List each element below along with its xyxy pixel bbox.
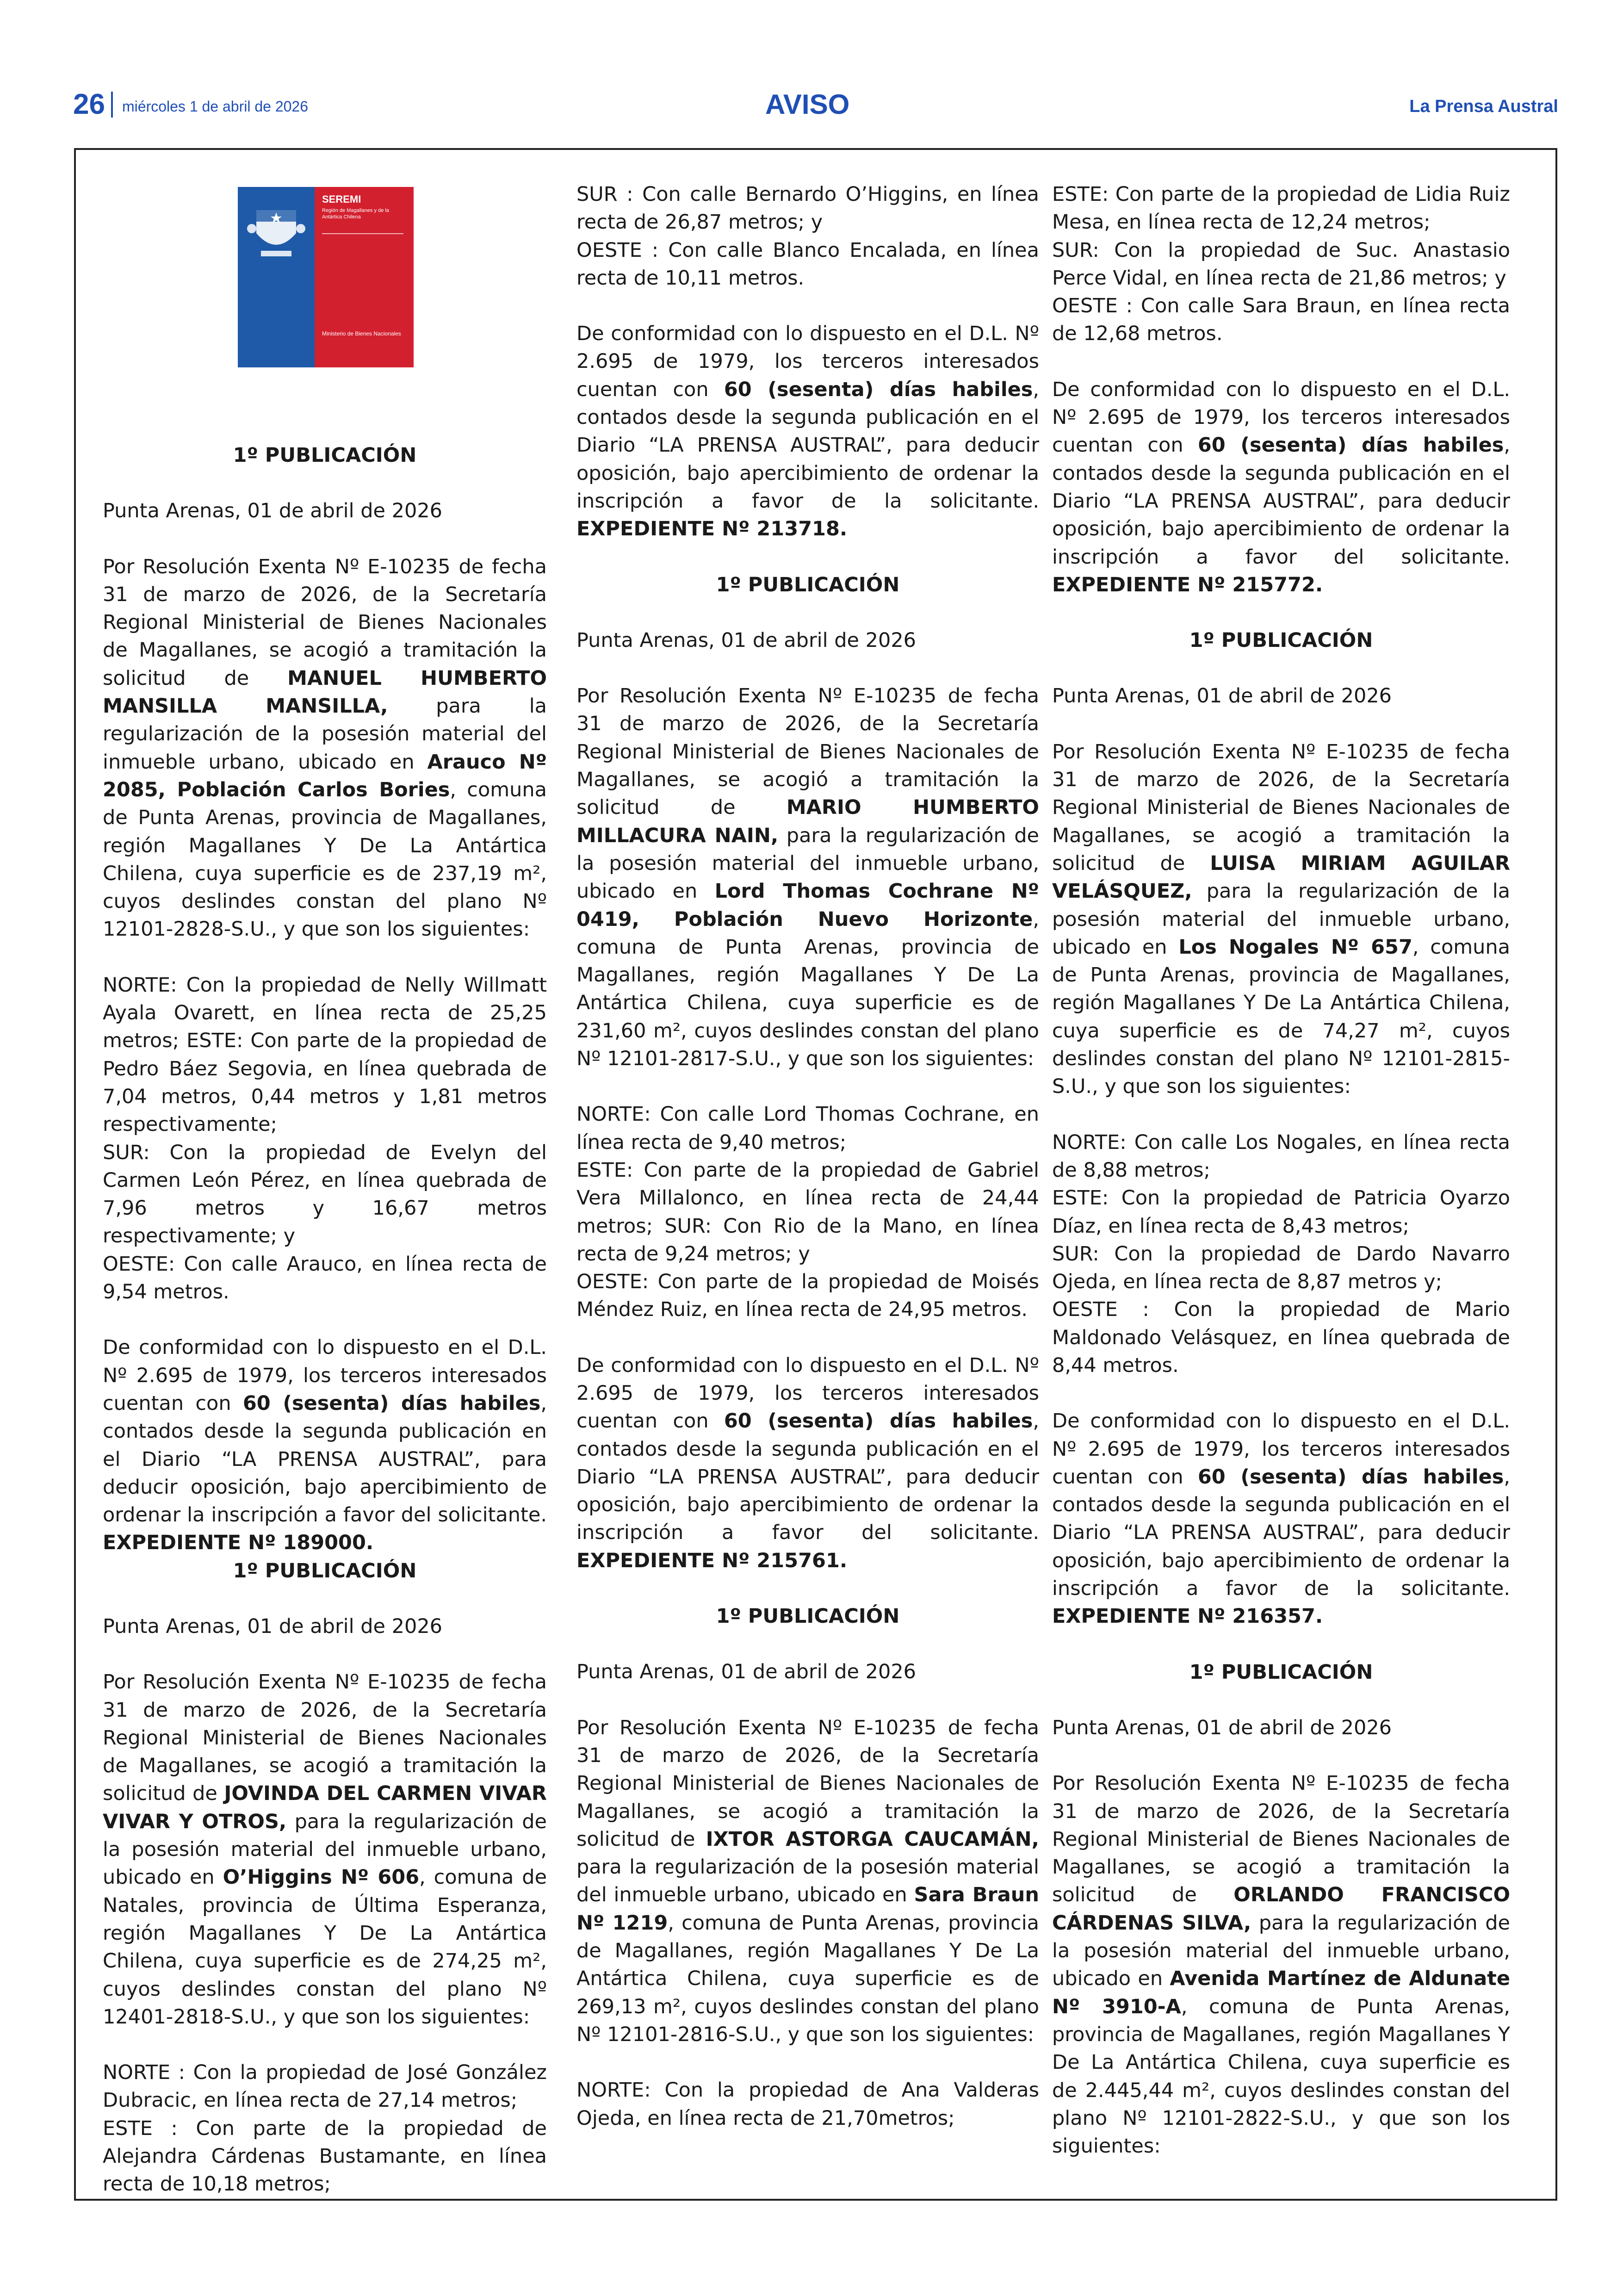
- expediente-number: EXPEDIENTE Nº 213718.: [576, 517, 848, 541]
- notice-closing: De conformidad con lo dispuesto en el D.L. Nº 2.695 de 1979, los terceros interesados cuentan con 60 (sesenta) días habiles, contados desde la segunda publicación en el Diario “LA PRENSA AUSTRAL”, para deducir oposición, bajo apercibimiento de ordenar la inscripción a favor de la solicitante. EXPEDIENTE Nº 216357.: [1052, 1409, 1511, 1628]
- logo-region-label: Región de Magallanes y de la Antártica Chilena: [322, 208, 389, 220]
- expediente-number: EXPEDIENTE Nº 189000.: [103, 1531, 374, 1555]
- notice-place-date: Punta Arenas, 01 de abril de 2026: [103, 1614, 443, 1638]
- boundary-line: SUR: Con la propiedad de Suc. Anastasio Perce Vidal, en línea recta de 21,86 metros; y: [1052, 238, 1510, 290]
- section-title: AVISO: [765, 89, 850, 120]
- property-address: Arauco Nº 2085, Población Carlos Bories: [103, 750, 547, 801]
- notice-body: Por Resolución Exenta Nº E-10235 de fecha 31 de marzo de 2026, de la Secretaría Regional Ministerial de Bienes Nacionales de Magallanes, se acogió a tramitación la solicitud de JOVINDA DEL CARMEN VIVAR VIVAR Y OTROS, para la regularización de la posesión material del inmueble urbano, ubicado en O’Higgins Nº 606, comuna de Natales, provincia de Última Esperanza, región Magallanes Y De La Antártica Chilena, cuya superficie es de 274,25 m², cuyos deslindes constan del plano Nº 12401-2818-S.U., y que son los siguientes:: [103, 1670, 547, 2029]
- column-1: [103, 441, 547, 2198]
- deadline-days: 60 (sesenta) días habiles: [724, 1409, 1033, 1433]
- page-number: 26: [73, 88, 105, 120]
- applicant-name: ORLANDO FRANCISCO CÁRDENAS SILVA,: [1052, 1883, 1511, 1935]
- notice-title: 1º PUBLICACIÓN: [233, 1559, 417, 1582]
- deadline-days: 60 (sesenta) días habiles: [724, 378, 1033, 401]
- boundary-line: ESTE : Con parte de la propiedad de Alejandra Cárdenas Bustamante, en línea recta de 10,18 metros;: [103, 2116, 547, 2196]
- boundary-line: ESTE: Con parte de la propiedad de Lidia Ruiz Mesa, en línea recta de 12,24 metros;: [1052, 183, 1510, 234]
- boundary-line: OESTE : Con calle Blanco Encalada, en línea recta de 10,11 metros.: [576, 238, 1039, 290]
- notice-title: 1º PUBLICACIÓN: [716, 573, 900, 596]
- applicant-name: JOVINDA DEL CARMEN VIVAR VIVAR Y OTROS,: [103, 1782, 547, 1833]
- notice-body: Por Resolución Exenta Nº E-10235 de fecha 31 de marzo de 2026, de la Secretaría Regional Ministerial de Bienes Nacionales de Magallanes, se acogió a tramitación la solicitud de LUISA MIRIAM AGUILAR VELÁSQUEZ, para la regularización de la posesión material del inmueble urbano, ubicado en Los Nogales Nº 657, comuna de Punta Arenas, provincia de Magallanes, región Magallanes Y De La Antártica Chilena, cuya superficie es de 74,27 m², cuyos deslindes constan del plano Nº 12101-2815-S.U., y que son los siguientes:: [1052, 740, 1511, 1098]
- notice-body: Por Resolución Exenta Nº E-10235 de fecha 31 de marzo de 2026, de la Secretaría Regional Ministerial de Bienes Nacionales de Magallanes, se acogió a tramitación la solicitud de MANUEL HUMBERTO MANSILLA MANSILLA, para la regularización de la posesión material del inmueble urbano, ubicado en Arauco Nº 2085, Población Carlos Bories, comuna de Punta Arenas, provincia de Magallanes, región Magallanes Y De La Antártica Chilena, cuya superficie es de 237,19 m², cuyos deslindes constan del plano Nº 12101-2828-S.U., y que son los siguientes:: [103, 555, 547, 941]
- logo-divider: [322, 233, 403, 234]
- deadline-days: 60 (sesenta) días habiles: [1197, 434, 1504, 457]
- notice-closing: De conformidad con lo dispuesto en el D.L. Nº 2.695 de 1979, los terceros interesados cuentan con 60 (sesenta) días habiles, contados desde la segunda publicación en el Diario “LA PRENSA AUSTRAL”, para deducir oposición, bajo apercibimiento de ordenar la inscripción a favor del solicitante. EXPEDIENTE Nº 215761.: [576, 1353, 1040, 1572]
- seremi-logo: [238, 187, 414, 367]
- column-2: [576, 180, 1039, 2132]
- boundary-line: OESTE: Con parte de la propiedad de Moisés Méndez Ruiz, en línea recta de 24,95 metros.: [576, 1270, 1039, 1322]
- notice-closing: De conformidad con lo dispuesto en el D.L. Nº 2.695 de 1979, los terceros interesados cuentan con 60 (sesenta) días habiles, contados desde la segunda publicación en el Diario “LA PRENSA AUSTRAL”, para deducir oposición, bajo apercibimiento de ordenar la inscripción a favor de la solicitante. EXPEDIENTE Nº 213718.: [576, 322, 1040, 541]
- notice-title: 1º PUBLICACIÓN: [716, 1605, 900, 1628]
- applicant-name: IXTOR ASTORGA CAUCAMÁN,: [706, 1827, 1039, 1851]
- boundary-line: NORTE: Con la propiedad de Ana Valderas Ojeda, en línea recta de 21,70metros;: [576, 2079, 1039, 2130]
- notice-title: 1º PUBLICACIÓN: [1189, 629, 1373, 652]
- expediente-number: EXPEDIENTE Nº 215761.: [576, 1549, 848, 1572]
- property-address: Los Nogales Nº 657: [1178, 935, 1412, 959]
- notice-body: Por Resolución Exenta Nº E-10235 de fecha 31 de marzo de 2026, de la Secretaría Regional Ministerial de Bienes Nacionales de Magallanes, se acogió a tramitación la solicitud de IXTOR ASTORGA CAUCAMÁN, para la regularización de la posesión material del inmueble urbano, ubicado en Sara Braun Nº 1219, comuna de Punta Arenas, provincia de Magallanes, región Magallanes Y De La Antártica Chilena, cuya superficie es de 269,13 m², cuyos deslindes constan del plano Nº 12101-2816-S.U., y que son los siguientes:: [576, 1716, 1040, 2046]
- coat-of-arms-icon: [247, 196, 305, 259]
- property-address: Lord Thomas Cochrane Nº 0419, Población Nuevo Horizonte: [576, 880, 1039, 931]
- expediente-number: EXPEDIENTE Nº 215772.: [1052, 573, 1323, 596]
- deadline-days: 60 (sesenta) días habiles: [242, 1391, 541, 1415]
- property-address: O’Higgins Nº 606: [223, 1866, 420, 1889]
- property-address: Sara Braun Nº 1219: [576, 1883, 1040, 1935]
- notice-frame: [74, 148, 1557, 2201]
- property-address: Avenida Martínez de Aldunate Nº 3910-A: [1052, 1967, 1510, 2018]
- boundary-line: OESTE : Con la propiedad de Mario Maldonado Velásquez, en línea quebrada de 8,44 metros.: [1052, 1298, 1510, 1377]
- boundary-line: NORTE: Con la propiedad de Nelly Willmatt Ayala Ovarett, en línea recta de 25,25 metros; ESTE: Con parte de la propiedad de Pedro Báez Segovia, en línea quebrada de 7,04 metros, 0,44 metros y 1,81 metros respectivamente;: [103, 973, 547, 1136]
- newspaper-name: La Prensa Austral: [1409, 97, 1558, 116]
- boundary-line: NORTE : Con la propiedad de José González Dubracic, en línea recta de 27,14 metros;: [103, 2061, 547, 2112]
- boundary-line: ESTE: Con la propiedad de Patricia Oyarzo Díaz, en línea recta de 8,43 metros;: [1052, 1186, 1510, 1238]
- boundary-line: SUR : Con calle Bernardo O’Higgins, en línea recta de 26,87 metros; y: [576, 183, 1039, 234]
- boundary-line: SUR: Con la propiedad de Dardo Navarro Ojeda, en línea recta de 8,87 metros y;: [1052, 1242, 1510, 1294]
- expediente-number: EXPEDIENTE Nº 216357.: [1052, 1605, 1323, 1628]
- applicant-name: LUISA MIRIAM AGUILAR VELÁSQUEZ,: [1052, 851, 1511, 903]
- boundary-line: OESTE: Con calle Arauco, en línea recta de 9,54 metros.: [103, 1252, 547, 1304]
- notice-place-date: Punta Arenas, 01 de abril de 2026: [576, 1660, 917, 1684]
- logo-seremi-label: SEREMI: [322, 193, 361, 205]
- notice-place-date: Punta Arenas, 01 de abril de 2026: [1052, 1716, 1392, 1739]
- boundary-line: OESTE : Con calle Sara Braun, en línea recta de 12,68 metros.: [1052, 294, 1510, 346]
- logo-blue-panel: [238, 187, 315, 367]
- boundary-line: NORTE: Con calle Los Nogales, en línea recta de 8,88 metros;: [1052, 1130, 1510, 1182]
- notice-title: 1º PUBLICACIÓN: [233, 444, 417, 467]
- notice-place-date: Punta Arenas, 01 de abril de 2026: [103, 499, 443, 523]
- boundary-line: ESTE: Con parte de la propiedad de Gabriel Vera Millalonco, en línea recta de 24,44 metros; SUR: Con Rio de la Mano, en línea recta de 9,24 metros; y: [576, 1158, 1039, 1266]
- notice-closing: De conformidad con lo dispuesto en el D.L. Nº 2.695 de 1979, los terceros interesados cuentan con 60 (sesenta) días habiles, contados desde la segunda publicación en el Diario “LA PRENSA AUSTRAL”, para deducir oposición, bajo apercibimiento de ordenar la inscripción a favor del solicitante. EXPEDIENTE Nº 215772.: [1052, 378, 1511, 596]
- logo-ministry-label: Ministerio de Bienes Nacionales: [322, 330, 401, 337]
- notice-place-date: Punta Arenas, 01 de abril de 2026: [576, 628, 917, 652]
- notice-place-date: Punta Arenas, 01 de abril de 2026: [1052, 684, 1392, 708]
- notice-body: Por Resolución Exenta Nº E-10235 de fecha 31 de marzo de 2026, de la Secretaría Regional Ministerial de Bienes Nacionales de Magallanes, se acogió a tramitación la solicitud de MARIO HUMBERTO MILLACURA NAIN, para la regularización de la posesión material del inmueble urbano, ubicado en Lord Thomas Cochrane Nº 0419, Población Nuevo Horizonte, comuna de Punta Arenas, provincia de Magallanes, región Magallanes Y De La Antártica Chilena, cuya superficie es de 231,60 m², cuyos deslindes constan del plano Nº 12101-2817-S.U., y que son los siguientes:: [576, 684, 1039, 1071]
- notice-title: 1º PUBLICACIÓN: [1189, 1660, 1373, 1684]
- notice-closing: De conformidad con lo dispuesto en el D.L. Nº 2.695 de 1979, los terceros interesados cuentan con 60 (sesenta) días habiles, contados desde la segunda publicación en el Diario “LA PRENSA AUSTRAL”, para deducir oposición, bajo apercibimiento de ordenar la inscripción a favor del solicitante. EXPEDIENTE Nº 189000.: [103, 1336, 547, 1555]
- header-divider: [111, 92, 113, 118]
- deadline-days: 60 (sesenta) días habiles: [1197, 1465, 1504, 1489]
- column-3: [1052, 180, 1510, 2160]
- notice-body: Por Resolución Exenta Nº E-10235 de fecha 31 de marzo de 2026, de la Secretaría Regional Ministerial de Bienes Nacionales de Magallanes, se acogió a tramitación la solicitud de ORLANDO FRANCISCO CÁRDENAS SILVA, para la regularización de la posesión material del inmueble urbano, ubicado en Avenida Martínez de Aldunate Nº 3910-A, comuna de Punta Arenas, provincia de Magallanes, región Magallanes Y De La Antártica Chilena, cuya superficie es de 2.445,44 m², cuyos deslindes constan del plano Nº 12101-2822-S.U., y que son los siguientes:: [1052, 1772, 1511, 2158]
- boundary-line: SUR: Con la propiedad de Evelyn del Carmen León Pérez, en línea quebrada de 7,96 metros y 16,67 metros respectivamente; y: [103, 1141, 547, 1248]
- page-header: [73, 88, 1558, 120]
- issue-date: miércoles 1 de abril de 2026: [122, 98, 309, 115]
- applicant-name: MARIO HUMBERTO MILLACURA NAIN,: [576, 796, 1039, 847]
- applicant-name: MANUEL HUMBERTO MANSILLA MANSILLA,: [103, 666, 547, 718]
- boundary-line: NORTE: Con calle Lord Thomas Cochrane, en línea recta de 9,40 metros;: [576, 1103, 1039, 1154]
